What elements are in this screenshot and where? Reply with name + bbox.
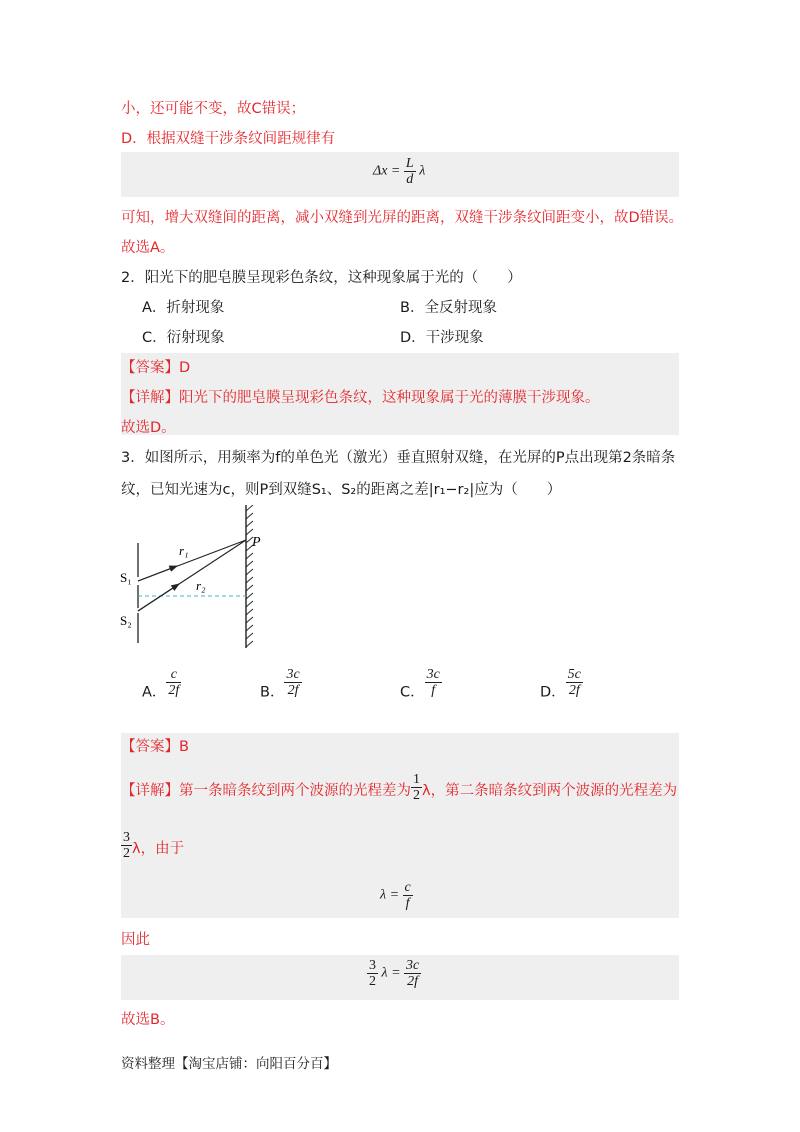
q2-option-d: D．干涉现象: [400, 330, 484, 346]
q3-option-a: A． $\frac{c}{2f}$: [142, 667, 180, 701]
q2-choose: 故选D。: [121, 420, 176, 436]
page-footer: 资料整理【淘宝店铺：向阳百分百】: [121, 1056, 337, 1072]
q3-stem-line1: 3．如图所示，用频率为f的单色光（激光）垂直照射双缝，在光屏的P点出现第2条暗条: [121, 450, 676, 466]
q3-choose: 故选B。: [121, 1012, 175, 1028]
q1-choose: 故选A。: [121, 240, 175, 256]
q3-option-d: D． $\frac{5c}{2f}$: [540, 667, 581, 701]
formula-lambda: λ = $\frac{c}{f}$: [380, 880, 411, 911]
q2-answer: 【答案】D: [121, 360, 191, 376]
label-r1: r₁: [179, 543, 189, 558]
q3-stem-line2: 纹，已知光速为c，则P到双缝S₁、S₂的距离之差|r₁−r₂|应为（ ）: [121, 482, 562, 498]
q3-therefore: 因此: [121, 932, 150, 948]
label-p: P: [252, 535, 261, 550]
q2-detail: 【详解】阳光下的肥皂膜呈现彩色条纹，这种现象属于光的薄膜干涉现象。: [121, 390, 600, 406]
q3-detail-line2: $\frac{3}{2}$ λ，由于: [123, 830, 185, 861]
q1-line3: 可知，增大双缝间的距离，减小双缝到光屏的距离，双缝干涉条纹间距变小，故D错误。: [121, 210, 684, 226]
q1-line1: 小，还可能不变，故C错误；: [121, 101, 306, 117]
q2-option-b: B．全反射现象: [400, 300, 497, 316]
q2-option-a: A．折射现象: [142, 300, 225, 316]
q3-option-b: B． $\frac{3c}{2f}$: [260, 667, 300, 701]
q2-option-c: C．衍射现象: [142, 330, 225, 346]
screen-hatching: [246, 505, 253, 647]
q3-answer: 【答案】B: [121, 739, 189, 755]
formula-path-difference: $\frac{3}{2}$ λ = $\frac{3c}{2f}$: [369, 958, 420, 989]
q2-stem: 2．阳光下的肥皂膜呈现彩色条纹，这种现象属于光的（ ）: [121, 270, 522, 286]
double-slit-figure: [115, 505, 285, 653]
q1-line2: D．根据双缝干涉条纹间距规律有: [121, 131, 336, 147]
label-s2: S₂: [120, 613, 132, 628]
label-s1: S₁: [120, 570, 132, 585]
q3-detail-line1: 【详解】第一条暗条纹到两个波源的光程差为 $\frac{1}{2}$ λ，第二条暗条纹到两个波源的光程差为: [121, 772, 678, 803]
formula-delta-x: Δx = $\frac{L}{d}$ λ: [373, 156, 426, 187]
q3-option-c: C． $\frac{3c}{f}$: [400, 667, 440, 701]
label-r2: r₂: [196, 578, 206, 593]
